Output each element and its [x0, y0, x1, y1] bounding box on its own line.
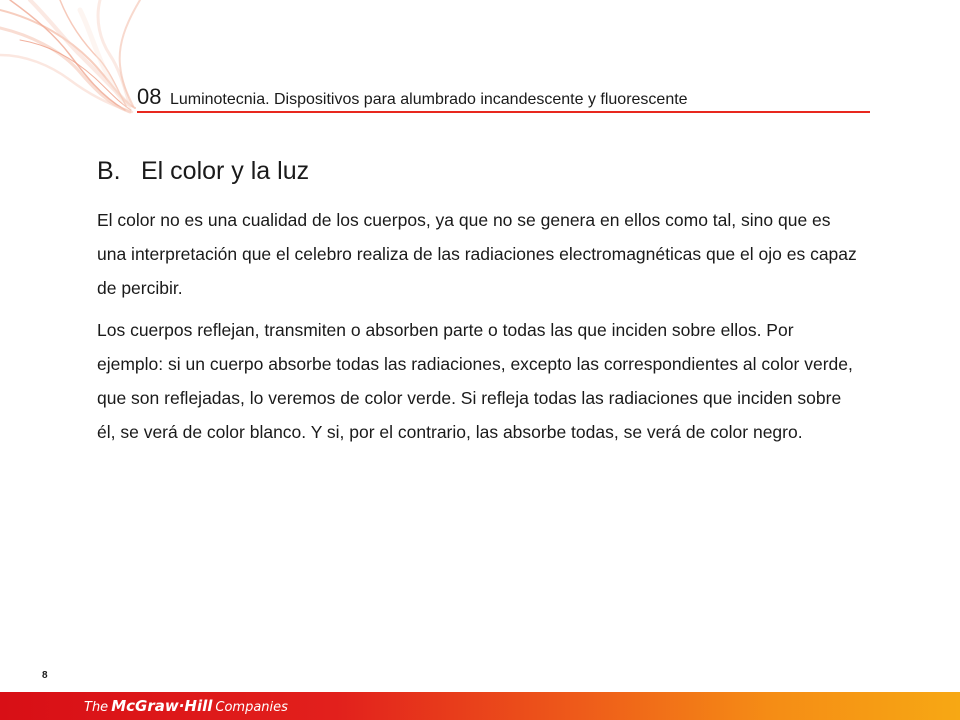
logo-name: McGraw·Hill: [111, 697, 213, 715]
section-title: El color y la luz: [141, 157, 310, 185]
section-letter: B.: [97, 157, 121, 185]
chapter-title: Luminotecnia. Dispositivos para alumbrado incandescente y fluorescente: [169, 91, 688, 108]
chapter-number: 08: [137, 84, 162, 109]
paragraph: Los cuerpos reflejan, transmiten o absorben parte o todas las que inciden sobre ellos. Por ejemplo: si un cuerpo absorbe todas las radiaciones, excepto las correspondientes al color verde, que son reflejadas, lo veremos de color verde. Si refleja todas las radiaciones que inciden sobre él, se verá de color blanco. Y si, por el contrario, las absorbe todas, se verá de color negro.: [97, 320, 853, 442]
publisher-logo: [84, 695, 288, 719]
header-divider: [137, 111, 870, 113]
logo-companies: Companies: [215, 700, 288, 715]
slide-header: [137, 84, 870, 114]
logo-the: The: [84, 700, 109, 715]
body-text: [97, 203, 857, 457]
page-number: 8: [42, 670, 48, 681]
paragraph: El color no es una cualidad de los cuerpos, ya que no se genera en ellos como tal, sino que es una interpretación que el celebro realiza de las radiaciones electromagnéticas que el ojo es capaz de percibir.: [97, 210, 857, 298]
section-heading: [97, 157, 309, 186]
footer-bar: [0, 692, 960, 720]
